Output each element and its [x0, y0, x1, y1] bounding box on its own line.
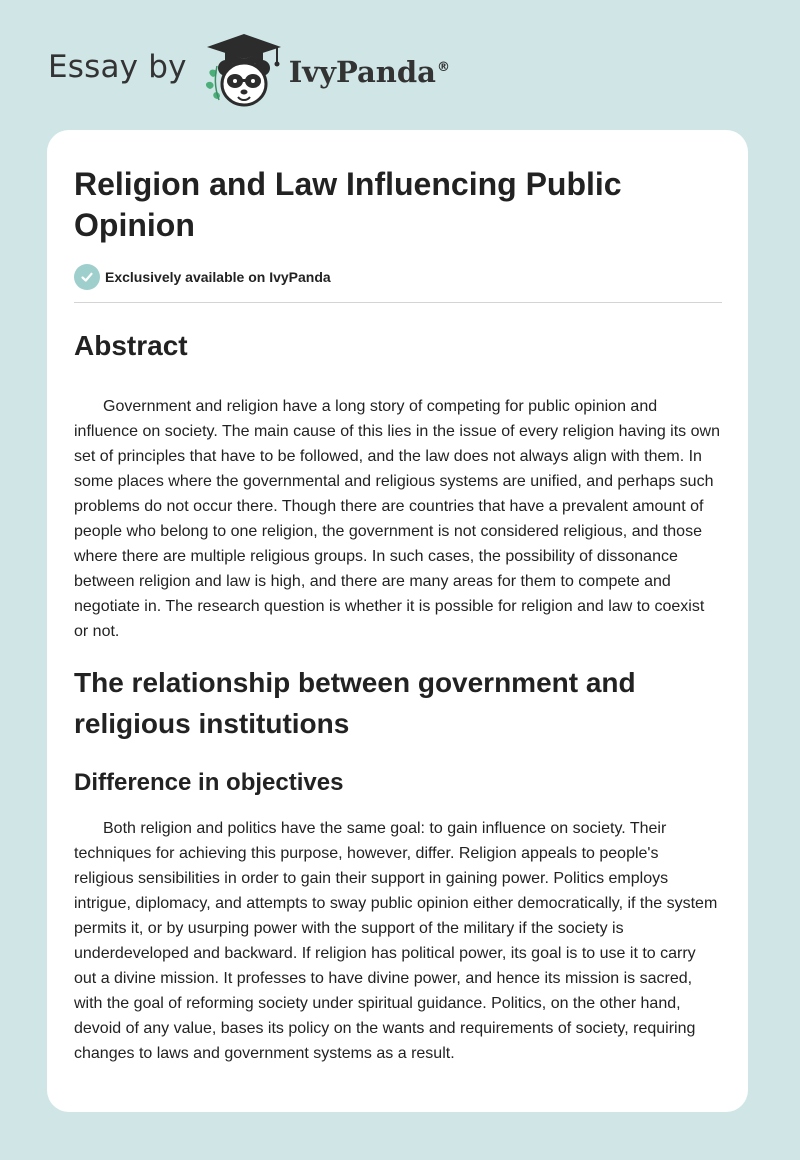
registered-mark: ® — [436, 60, 450, 76]
title-divider — [74, 302, 722, 303]
section-heading-abstract: Abstract — [74, 330, 188, 361]
essay-card — [47, 130, 748, 1112]
objectives-paragraph: Both religion and politics have the same goal: to gain influence on society. Their techniques for achieving this purpose, however, differ. Religion appeals to people's religious sensibilities in order to gain their support in gaining power. Politics employs intrigue, diplomacy, and attempts to sway public opinion either democratically, if the system permits it, or by usurping power with the support of the military if the society is underdeveloped and backward. If religion has political power, its goal is to use it to carry out a divine mission. It professes to have divine power, and hence its mission is sacred, with the goal of reforming society under spiritual guidance. Politics, on the other hand, devoid of any value, bases its policy on the wants and requirements of society, requiring changes to laws and government systems as a result. — [74, 820, 718, 1062]
brand-name-text: IvyPanda — [288, 55, 436, 89]
exclusive-badge-label: Exclusively available on IvyPanda — [105, 269, 331, 285]
abstract-paragraph: Government and religion have a long story of competing for public opinion and influence on society. The main cause of this lies in the issue of every religion having its own set of principles that have to be followed, and the law does not always align with them. In some places where the governmental and religious systems are unified, and perhaps such problems do not occur there. Though there are countries that have a prevalent amount of people who belong to one religion, the government is not considered religious, and those where there are multiple religious groups. In such cases, the possibility of dissonance between religion and law is high, and there are many areas for them to compete and negotiate in. The research question is whether it is possible for religion and law to coexist or not. — [74, 398, 720, 640]
ivypanda-brand-name — [289, 55, 450, 89]
subheading-difference-in-objectives: Difference in objectives — [74, 769, 344, 796]
checkmark-icon — [80, 270, 94, 284]
site-header-brand[interactable] — [48, 28, 450, 112]
exclusive-badge — [74, 264, 722, 290]
section-heading-relationship: The relationship between government and religious institutions — [74, 667, 636, 739]
panda-logo-icon — [201, 28, 287, 112]
essay-by-label: Essay by — [48, 49, 187, 85]
check-circle-icon — [74, 264, 100, 290]
essay-title: Religion and Law Influencing Public Opinion — [74, 166, 622, 243]
